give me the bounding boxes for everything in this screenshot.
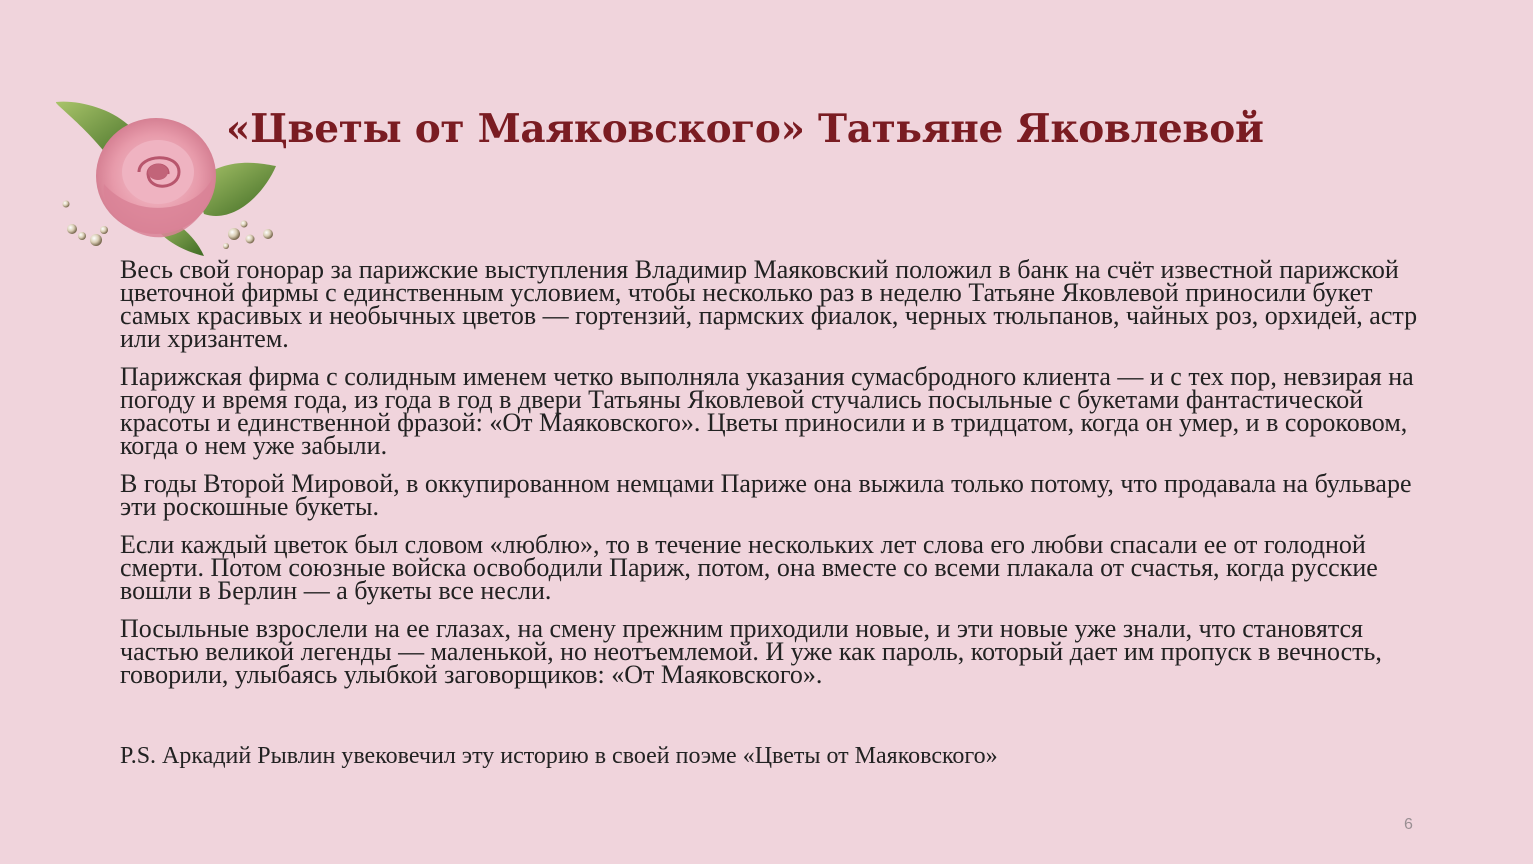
paragraph-2: Парижская фирма с солидным именем четко выполняла указания сумасбродного клиента — и с тех пор, невзирая на погоду и время года, из года в год в двери Татьяны Яковлевой стучались посыльные с букетами фантастической красоты и единственной фразой: «От Маяковского». Цветы приносили и в тридцатом, когда он умер, и в сороковом, когда о нем уже забыли. <box>120 362 1414 460</box>
paragraph-4: Если каждый цветок был словом «люблю», то в течение нескольких лет слова его любви спасали ее от голодной смерти. Потом союзные войска освободили Париж, потом, она вместе со всеми плакала от счастья, когда русские вошли в Берлин — а букеты все несли. <box>120 530 1378 605</box>
paragraph-3: В годы Второй Мировой, в оккупированном немцами Париже она выжила только потому, что продавала на бульваре эти роскошные букеты. <box>120 469 1412 521</box>
slide-body <box>120 255 1420 701</box>
paragraph-1: Весь свой гонорар за парижские выступления Владимир Маяковский положил в банк на счёт известной парижской цветочной фирмы с единственным условием, чтобы несколько раз в неделю Татьяне Яковлевой приносили букет самых красивых и необычных цветов — гортензий, пармских фиалок, черных тюльпанов, чайных роз, орхидей, астр или хризантем. <box>120 255 1418 353</box>
slide-title: «Цветы от Маяковского» Татьяне Яковлевой <box>226 106 1264 152</box>
paragraph-5: Посыльные взрослели на ее глазах, на смену прежним приходили новые, и эти новые уже знали, что становятся частью великой легенды — маленькой, но неотъемлемой. И уже как пароль, который дает им пропуск в вечность, говорили, улыбаясь улыбкой заговорщиков: «От Маяковского». <box>120 614 1382 689</box>
postscript: P.S. Аркадий Рывлин увековечил эту историю в своей поэме «Цветы от Маяковского» <box>120 743 998 769</box>
page-number: 6 <box>1404 816 1413 833</box>
